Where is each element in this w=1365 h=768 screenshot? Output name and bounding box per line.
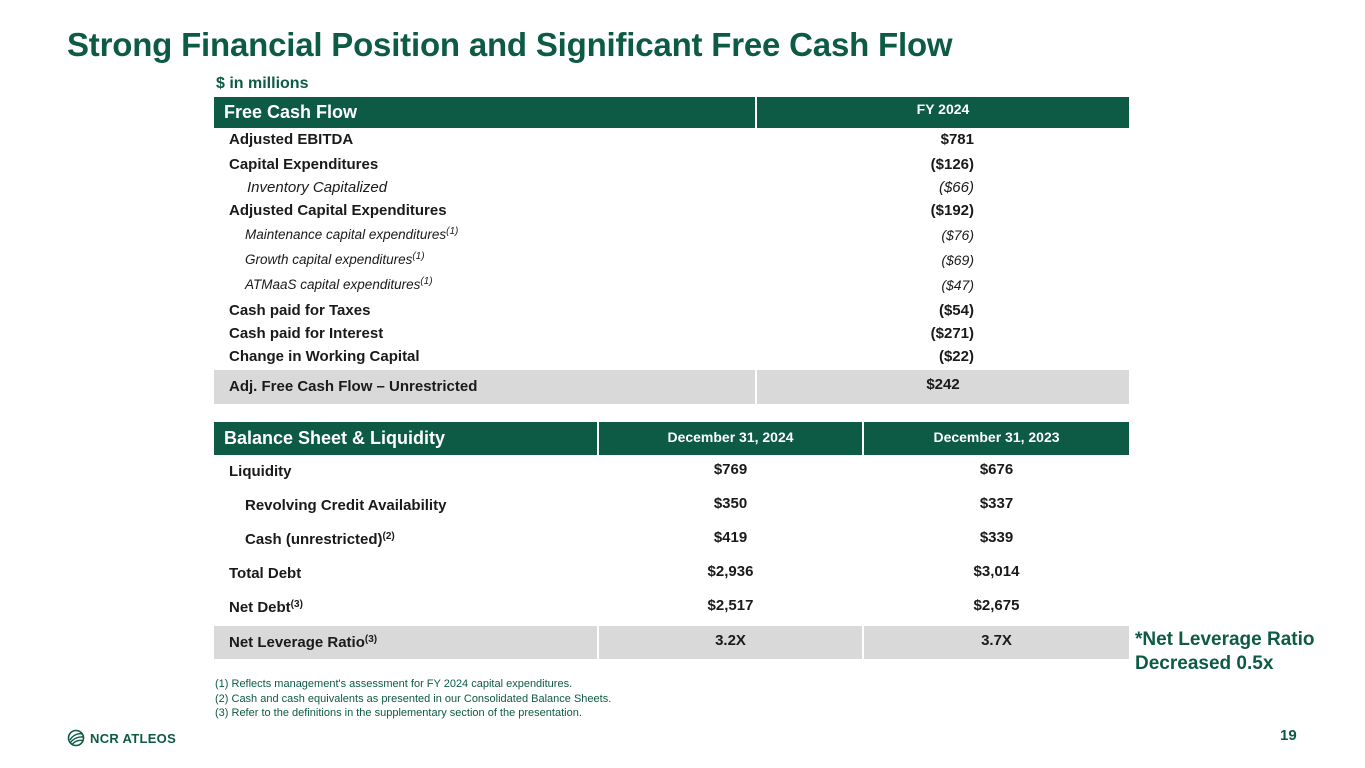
fcf-row-value: ($126) (930, 156, 974, 173)
fcf-total-row (214, 370, 1129, 404)
footnote-ref: (1) (446, 226, 459, 237)
fcf-total-label: Adj. Free Cash Flow – Unrestricted (214, 370, 755, 404)
fcf-row (214, 128, 1129, 153)
fcf-row-label: Cash paid for Taxes (229, 302, 371, 319)
bs-value-2024: $769 (713, 461, 748, 478)
footnotes (215, 677, 611, 721)
bs-value-2023: $339 (979, 529, 1014, 546)
fcf-row-label: Cash paid for Interest (229, 325, 384, 342)
fcf-row (214, 274, 1129, 299)
fcf-row-label: ATMaaS capital expenditures (245, 277, 421, 292)
bs-row-label: Liquidity (229, 463, 292, 480)
fcf-row-label: Capital Expenditures (229, 156, 379, 173)
table-row (214, 557, 1129, 591)
callout-line-1: *Net Leverage Ratio (1135, 629, 1315, 650)
fcf-row-value: ($69) (941, 252, 974, 268)
fcf-row-label: Adjusted Capital Expenditures (229, 202, 447, 219)
fcf-row (214, 224, 1129, 249)
bs-value-2023: $337 (979, 495, 1014, 512)
fcf-row (214, 176, 1129, 199)
footnote: (3) Refer to the definitions in the supplementary section of the presentation. (215, 707, 582, 719)
table-row (214, 626, 1129, 659)
leverage-callout (1135, 628, 1360, 676)
fcf-header-period: FY 2024 (757, 97, 1129, 128)
fcf-row (214, 153, 1129, 176)
fcf-row-label: Change in Working Capital (229, 348, 420, 365)
bs-value-2024: $350 (713, 495, 748, 512)
table-row (214, 455, 1129, 489)
fcf-row-label: Adjusted EBITDA (229, 131, 354, 148)
footnote-ref: (2) (382, 531, 395, 542)
fcf-header-label: Free Cash Flow (214, 97, 755, 128)
bs-value-2023: $3,014 (973, 563, 1020, 580)
fcf-row (214, 322, 1129, 345)
fcf-row-value: $781 (940, 131, 974, 148)
fcf-row-value: ($271) (930, 325, 974, 342)
units-label: $ in millions (216, 75, 309, 92)
footnote-ref: (3) (364, 634, 378, 645)
fcf-row-label: Inventory Capitalized (247, 179, 388, 196)
table-row (214, 591, 1129, 625)
bs-header-col-2023: December 31, 2023 (864, 422, 1129, 455)
fcf-row (214, 249, 1129, 274)
bs-value-2024: $2,517 (707, 597, 754, 614)
bs-row-label: Net Leverage Ratio (229, 634, 365, 651)
bs-value-2024: $2,936 (707, 563, 754, 580)
bs-row-label: Total Debt (229, 565, 302, 582)
footnote-ref: (3) (290, 599, 303, 610)
fcf-row (214, 345, 1129, 368)
page-title: Strong Financial Position and Significant Free Cash Flow (67, 26, 953, 63)
table-row (214, 489, 1129, 523)
fcf-row (214, 199, 1129, 224)
fcf-header-row (214, 97, 1129, 128)
fcf-row-value: ($54) (938, 302, 974, 319)
callout-line-2: Decreased 0.5x (1135, 653, 1274, 674)
bs-row-label: Net Debt (229, 599, 291, 616)
fcf-total-value: $242 (757, 370, 1129, 404)
bs-value-2023: $2,675 (973, 597, 1020, 614)
fcf-row-value: ($22) (938, 348, 974, 365)
company-logo (67, 729, 176, 747)
bs-header-col-2024: December 31, 2024 (599, 422, 862, 455)
bs-value-2024: 3.2X (599, 626, 862, 659)
table-row (214, 523, 1129, 557)
fcf-row-value: ($47) (941, 277, 974, 293)
logo-text: NCR ATLEOS (90, 730, 177, 746)
page-number: 19 (1280, 727, 1297, 744)
footnote-ref: (1) (412, 251, 425, 262)
fcf-row-value: ($66) (938, 179, 974, 196)
free-cash-flow-table (214, 97, 1129, 404)
globe-leaf-icon (67, 729, 85, 747)
bs-row-label: Cash (unrestricted) (245, 531, 383, 548)
bs-value-2023: 3.7X (864, 626, 1129, 659)
fcf-row-label: Growth capital expenditures (245, 252, 413, 267)
bs-value-2024: $419 (713, 529, 748, 546)
footnote: (2) Cash and cash equivalents as presented in our Consolidated Balance Sheets. (215, 692, 612, 705)
fcf-row-value: ($76) (941, 227, 974, 243)
footnote: (1) Reflects management's assessment for FY 2024 capital expenditures. (215, 678, 573, 690)
bs-header-row (214, 422, 1129, 455)
fcf-row-value: ($192) (930, 202, 974, 219)
bs-row-label: Revolving Credit Availability (245, 497, 447, 514)
bs-value-2023: $676 (979, 461, 1014, 478)
fcf-row (214, 299, 1129, 322)
bs-header-label: Balance Sheet & Liquidity (214, 422, 597, 455)
fcf-row-label: Maintenance capital expenditures (245, 227, 447, 242)
footnote-ref: (1) (420, 276, 433, 287)
balance-sheet-table (214, 422, 1129, 659)
